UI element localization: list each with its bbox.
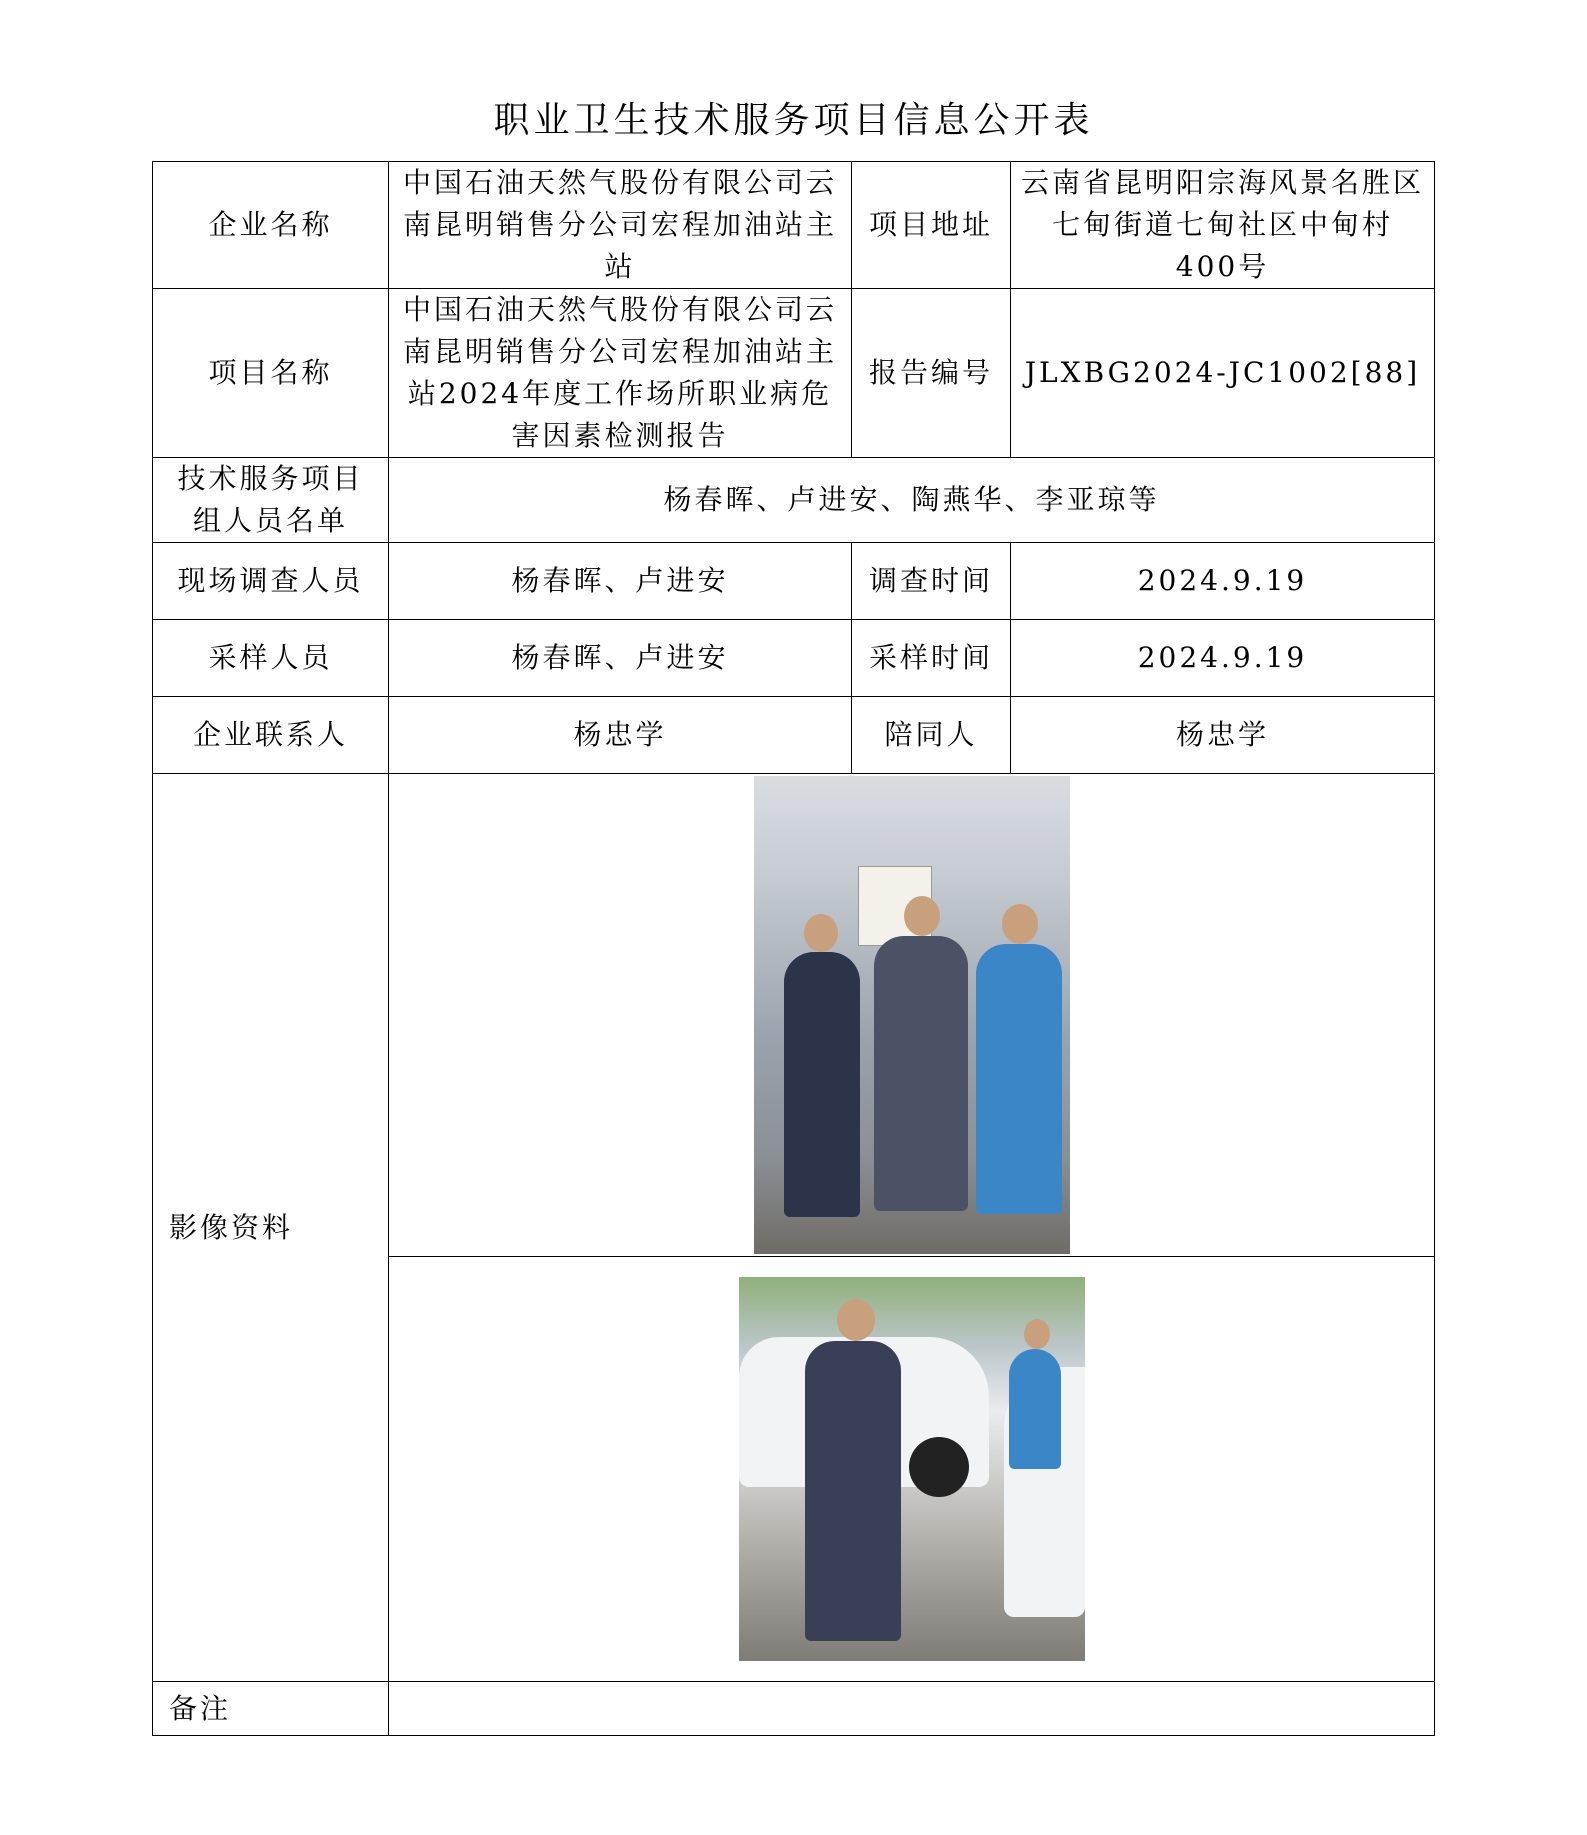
remarks-value: [389, 1682, 1435, 1736]
escort-value: 杨忠学: [1011, 697, 1435, 774]
survey-time-label: 调查时间: [852, 543, 1011, 620]
person-head: [804, 914, 838, 952]
project-label: 项目名称: [153, 289, 389, 458]
survey-time-value: 2024.9.19: [1011, 543, 1435, 620]
table-row: [153, 458, 1435, 543]
table-row: [153, 774, 1435, 1257]
company-label: 企业名称: [153, 162, 389, 289]
table-row: [153, 620, 1435, 697]
company-value: 中国石油天然气股份有限公司云南昆明销售分公司宏程加油站主站: [389, 162, 852, 289]
escort-label: 陪同人: [852, 697, 1011, 774]
site-photo-staff: [754, 776, 1070, 1254]
photo-cell-2: [389, 1257, 1435, 1682]
survey-staff-label: 现场调查人员: [153, 543, 389, 620]
table-row: [153, 289, 1435, 458]
survey-staff-value: 杨春晖、卢进安: [389, 543, 852, 620]
person-figure: [784, 952, 860, 1217]
sampling-time-value: 2024.9.19: [1011, 620, 1435, 697]
address-value: 云南省昆明阳宗海风景名胜区七甸街道七甸社区中甸村400号: [1011, 162, 1435, 289]
person-head: [837, 1299, 875, 1341]
person-figure: [976, 944, 1062, 1214]
project-value: 中国石油天然气股份有限公司云南昆明销售分公司宏程加油站主站2024年度工作场所职业病危害因素检测报告: [389, 289, 852, 458]
team-value: 杨春晖、卢进安、陶燕华、李亚琼等: [389, 458, 1435, 543]
info-table: [152, 161, 1435, 1736]
sampling-staff-label: 采样人员: [153, 620, 389, 697]
team-label: 技术服务项目组人员名单: [153, 458, 389, 543]
person-head: [1002, 904, 1038, 944]
person-figure: [805, 1341, 901, 1641]
car-wheel: [909, 1437, 969, 1497]
sampling-time-label: 采样时间: [852, 620, 1011, 697]
images-label: 影像资料: [153, 774, 389, 1682]
table-row: [153, 697, 1435, 774]
person-head: [1024, 1319, 1050, 1349]
photo-cell-1: [389, 774, 1435, 1257]
person-figure: [874, 936, 968, 1211]
contact-label: 企业联系人: [153, 697, 389, 774]
table-row: [153, 162, 1435, 289]
table-row: [153, 543, 1435, 620]
report-no-label: 报告编号: [852, 289, 1011, 458]
person-head: [904, 896, 940, 936]
person-figure: [1009, 1349, 1061, 1469]
site-photo-sampling: [739, 1277, 1085, 1661]
address-label: 项目地址: [852, 162, 1011, 289]
table-row: [153, 1682, 1435, 1736]
contact-value: 杨忠学: [389, 697, 852, 774]
report-no-value: JLXBG2024-JC1002[88]: [1011, 289, 1435, 458]
sampling-staff-value: 杨春晖、卢进安: [389, 620, 852, 697]
remarks-label: 备注: [153, 1682, 389, 1736]
document-title: 职业卫生技术服务项目信息公开表: [493, 100, 1094, 141]
